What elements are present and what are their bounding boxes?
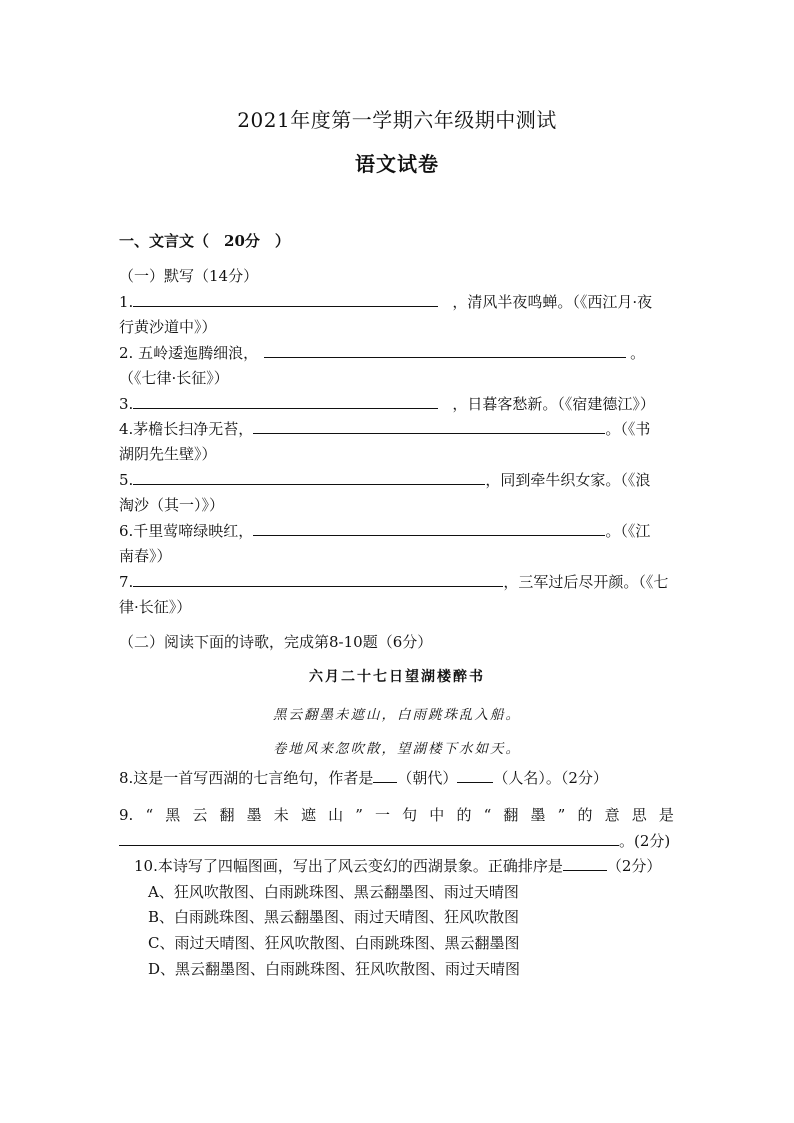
q9-char: 9. bbox=[119, 806, 134, 824]
q7-number: 7. bbox=[119, 573, 134, 591]
q8-author-label: （人名）。（2分） bbox=[493, 769, 608, 787]
q9-char: 山 bbox=[328, 806, 344, 824]
q9-char: 黑 bbox=[165, 806, 181, 824]
q4-end: 。（《书 bbox=[605, 420, 651, 438]
q7-answer-blank[interactable] bbox=[133, 572, 503, 587]
question-7 bbox=[119, 572, 668, 592]
section-heading: 一、文言文（ 20分 ） bbox=[119, 232, 290, 250]
question-5 bbox=[119, 470, 650, 490]
q9-char: 未 bbox=[273, 806, 289, 824]
question-9 bbox=[119, 805, 674, 825]
q8-text: 8.这是一首写西湖的七言绝句，作者是 bbox=[119, 769, 374, 787]
q3-answer-blank[interactable] bbox=[133, 394, 438, 409]
part1-heading: （一）默写（14分） bbox=[119, 267, 259, 285]
q10-answer-blank[interactable] bbox=[563, 856, 607, 871]
q2-text: 2. 五岭逶迤腾细浪， bbox=[119, 344, 259, 362]
poem-title: 六月二十七日望湖楼醉书 bbox=[309, 669, 485, 685]
q7-continuation: 律·长征》） bbox=[119, 598, 192, 616]
q9-char: 句 bbox=[402, 806, 418, 824]
q9-char: 是 bbox=[658, 806, 674, 824]
q9-char: 云 bbox=[192, 806, 208, 824]
q9-char: “ bbox=[483, 806, 492, 824]
q9-char: 遮 bbox=[300, 806, 316, 824]
question-10 bbox=[134, 856, 661, 876]
poem-line-1: 黑云翻墨未遮山，白雨跳珠乱入船。 bbox=[273, 707, 521, 723]
q2-end: 。 bbox=[630, 344, 646, 362]
q4-text: 4.茅檐长扫净无苔， bbox=[119, 420, 254, 438]
q9-char: 翻 bbox=[503, 806, 519, 824]
poem-line-2: 卷地风来忽吹散，望湖楼下水如天。 bbox=[273, 741, 521, 757]
q8-author-blank[interactable] bbox=[457, 768, 493, 783]
q5-number: 5. bbox=[119, 471, 134, 489]
q9-char: ” bbox=[557, 806, 566, 824]
q6-text: 6.千里莺啼绿映红， bbox=[119, 522, 254, 540]
q9-end: 。(2分) bbox=[619, 832, 671, 850]
q9-char: 的 bbox=[577, 806, 593, 824]
q3-text: ，日暮客愁新。（《宿建德江》） bbox=[452, 395, 655, 413]
q9-answer-blank[interactable] bbox=[119, 831, 619, 846]
question-8 bbox=[119, 768, 608, 788]
q1-number: 1. bbox=[119, 293, 134, 311]
q1-answer-blank[interactable] bbox=[133, 292, 438, 307]
q6-end: 。（《江 bbox=[605, 522, 651, 540]
q4-answer-blank[interactable] bbox=[253, 419, 605, 434]
q5-continuation: 淘沙（其一）》） bbox=[119, 496, 225, 514]
q2-answer-blank[interactable] bbox=[264, 343, 626, 358]
question-1 bbox=[119, 292, 652, 312]
q9-char: 中 bbox=[429, 806, 445, 824]
question-4 bbox=[119, 419, 650, 439]
q9-char: 墨 bbox=[246, 806, 262, 824]
q10-option-b[interactable]: B、白雨跳珠图、黑云翻墨图、雨过天晴图、狂风吹散图 bbox=[148, 908, 520, 926]
q9-answer-line bbox=[119, 831, 670, 851]
q1-continuation: 行黄沙道中》） bbox=[119, 318, 217, 336]
q9-char: “ bbox=[145, 806, 154, 824]
exam-subtitle: 语文试卷 bbox=[355, 152, 439, 176]
q10-option-d[interactable]: D、黑云翻墨图、白雨跳珠图、狂风吹散图、雨过天晴图 bbox=[148, 960, 521, 978]
q9-char: 思 bbox=[631, 806, 647, 824]
q10-score: （2分） bbox=[606, 857, 662, 875]
q7-text: ，三军过后尽开颜。（《七 bbox=[503, 573, 669, 591]
question-3 bbox=[119, 394, 655, 414]
q2-continuation: （《七律·长征》） bbox=[119, 369, 229, 387]
q6-answer-blank[interactable] bbox=[253, 521, 605, 536]
q6-continuation: 南春》） bbox=[119, 547, 172, 565]
exam-title: 2021年度第一学期六年级期中测试 bbox=[237, 108, 557, 132]
q9-char: 一 bbox=[375, 806, 391, 824]
q1-text: ，清风半夜鸣蝉。（《西江月·夜 bbox=[452, 293, 653, 311]
part2-heading: （二）阅读下面的诗歌，完成第8-10题（6分） bbox=[119, 633, 433, 651]
q10-stem: 10.本诗写了四幅图画，写出了风云变幻的西湖景象。正确排序是 bbox=[134, 857, 563, 875]
q4-continuation: 湖阴先生壁》） bbox=[119, 445, 217, 463]
q9-char: 的 bbox=[456, 806, 472, 824]
q10-option-a[interactable]: A、狂风吹散图、白雨跳珠图、黑云翻墨图、雨过天晴图 bbox=[148, 883, 519, 901]
q5-answer-blank[interactable] bbox=[133, 470, 485, 485]
q8-dynasty-blank[interactable] bbox=[373, 768, 397, 783]
q9-char: 翻 bbox=[219, 806, 235, 824]
question-6 bbox=[119, 521, 650, 541]
q8-dynasty-label: （朝代） bbox=[397, 769, 458, 787]
q9-char: ” bbox=[355, 806, 363, 824]
question-2 bbox=[119, 343, 645, 363]
q3-number: 3. bbox=[119, 395, 134, 413]
q9-char: 意 bbox=[604, 806, 620, 824]
q9-char: 墨 bbox=[530, 806, 546, 824]
q5-text: ，同到牵牛织女家。（《浪 bbox=[485, 471, 651, 489]
q10-option-c[interactable]: C、雨过天晴图、狂风吹散图、白雨跳珠图、黑云翻墨图 bbox=[148, 934, 520, 952]
